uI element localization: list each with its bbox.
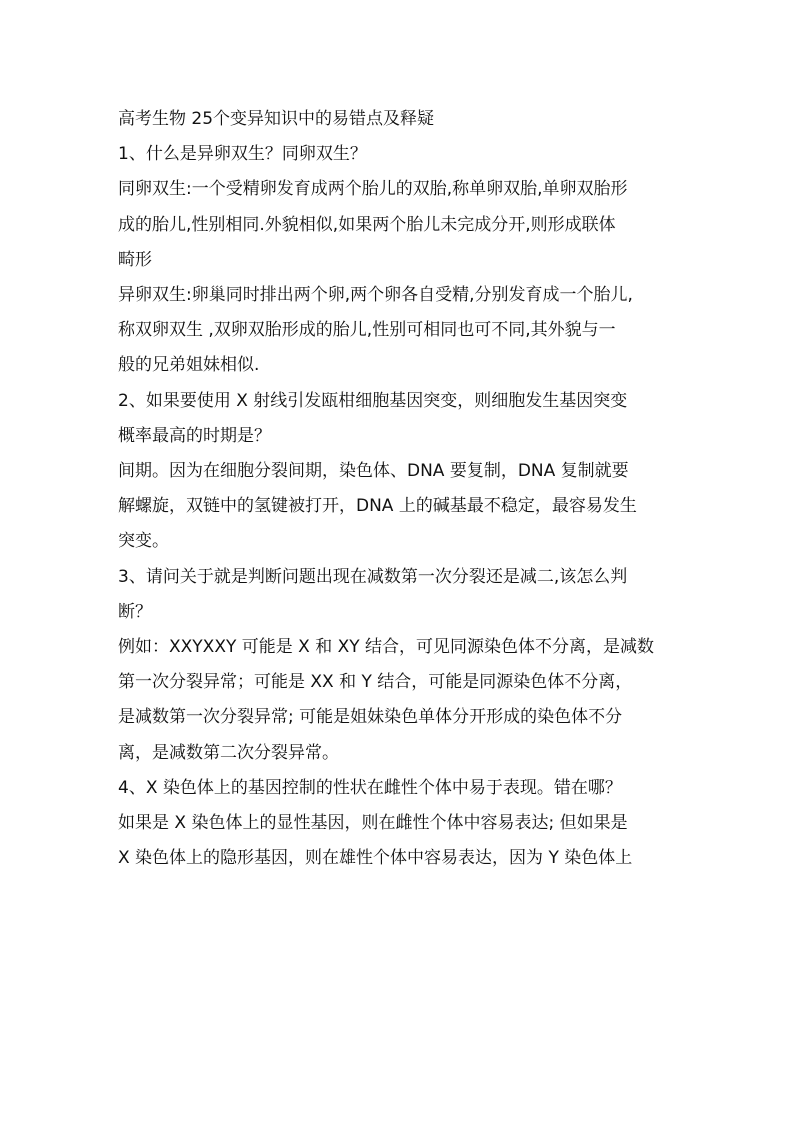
- answer-4-line: 如果是 X 染色体上的显性基因，则在雌性个体中容易表达; 但如果是: [118, 813, 628, 834]
- answer-2-line: 间期。因为在细胞分裂间期，染色体、DNA 要复制，DNA 复制就要: [118, 461, 629, 482]
- text-line: 般的兄弟姐妹相似.: [118, 355, 260, 376]
- section-3: [118, 560, 678, 771]
- question-1: 1、什么是异卵双生？同卵双生？: [118, 144, 367, 165]
- answer-4-line: X 染色体上的隐形基因，则在雄性个体中容易表达，因为 Y 染色体上: [118, 848, 633, 869]
- text-line: 称双卵双生 ,双卵双胎形成的胎儿,性别可相同也可不同,其外貌与一: [118, 320, 616, 341]
- section-4: [118, 771, 678, 877]
- section-1: [118, 137, 678, 383]
- question-3-line: 3、请问关于就是判断问题出现在减数第一次分裂还是减二,该怎么判: [118, 566, 628, 587]
- question-3-line: 断？: [118, 601, 152, 622]
- text-line: 成的胎儿,性别相同.外貌相似,如果两个胎儿未完成分开,则形成联体: [118, 214, 616, 235]
- answer-3-line: 第一次分裂异常；可能是 XX 和 Y 结合，可能是同源染色体不分离，: [118, 672, 633, 693]
- section-2: [118, 384, 678, 560]
- answer-3-line: 离，是减数第二次分裂异常。: [118, 742, 339, 763]
- answer-2-line: 突变。: [118, 531, 169, 552]
- question-2-line: 2、如果要使用 X 射线引发瓯柑细胞基因突变，则细胞发生基因突变: [118, 390, 628, 411]
- question-2-line: 概率最高的时期是？: [118, 425, 271, 446]
- answer-1-paragraph-fraternal-twins: [118, 278, 678, 384]
- answer-2-line: 解螺旋，双链中的氢键被打开，DNA 上的碱基最不稳定，最容易发生: [118, 496, 637, 517]
- text-line: 异卵双生:卵巢同时排出两个卵,两个卵各自受精,分别发育成一个胎儿,: [118, 285, 633, 306]
- text-line: 畸形: [118, 249, 152, 270]
- answer-3-line: 例如：XXYXXY 可能是 X 和 XY 结合，可见同源染色体不分离，是减数: [118, 637, 655, 658]
- document-body: [118, 102, 678, 876]
- text-line: 同卵双生:一个受精卵发育成两个胎儿的双胎,称单卵双胎,单卵双胎形: [118, 179, 628, 200]
- answer-1-paragraph-identical-twins: [118, 172, 678, 278]
- question-4-line: 4、X 染色体上的基因控制的性状在雌性个体中易于表现。错在哪？: [118, 777, 622, 798]
- answer-3-line: 是减数第一次分裂异常; 可能是姐妹染色单体分开形成的染色体不分: [118, 707, 623, 728]
- document-title: 高考生物 25个变异知识中的易错点及释疑: [118, 109, 435, 129]
